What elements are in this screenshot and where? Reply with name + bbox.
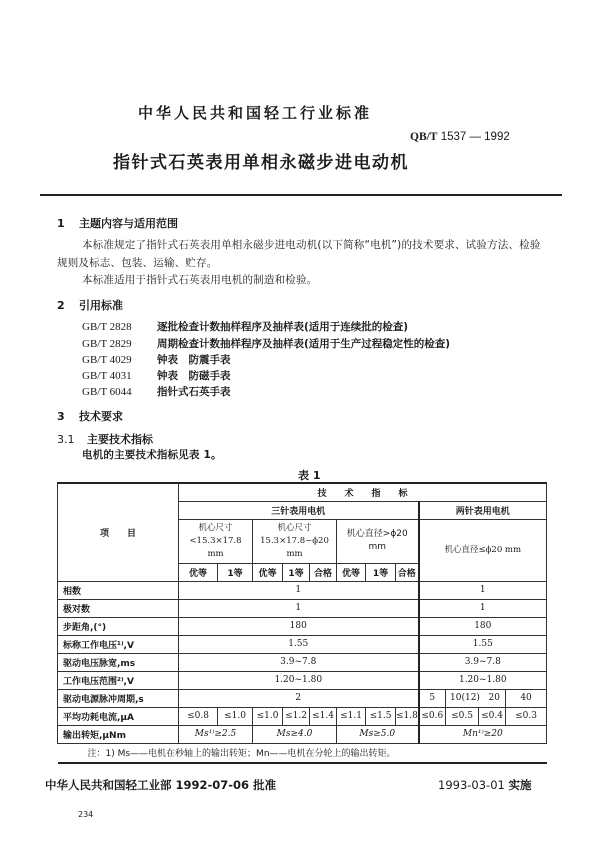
- paragraph-line: 本标准规定了指针式石英表用单相永磁步进电动机(以下简称“电机”)的技术要求、试验方法、检验: [82, 239, 541, 251]
- size-unit: mm: [207, 548, 224, 559]
- row-label: 步距角,(°): [58, 617, 179, 635]
- cell-value: ≤0.3: [506, 707, 547, 725]
- reference-title: 逐批检查计数抽样程序及抽样表(适用于连续批的检查): [157, 321, 409, 333]
- size-label: 机心尺寸: [198, 522, 233, 533]
- cell-value: Mn¹⁾≥20: [419, 725, 547, 743]
- section-title: 引用标准: [79, 299, 123, 312]
- standard-prefix: QB/T: [410, 131, 438, 143]
- page-number: 234: [78, 810, 94, 819]
- document-title: 指针式石英表用单相永磁步进电动机: [113, 153, 409, 173]
- cell-value: 1.20~1.80: [179, 671, 419, 689]
- standard-code: [410, 131, 510, 143]
- effective-label: 实施: [508, 778, 532, 792]
- section-number: 1: [57, 217, 65, 230]
- reference-code: GB/T 4031: [82, 370, 132, 382]
- group-two-hand: 两针表用电机: [419, 501, 547, 519]
- row-label: 极对数: [58, 599, 179, 617]
- cell-value: ≤1.5: [366, 707, 396, 725]
- size-value: <15.3×17.8: [189, 535, 242, 546]
- grade: 1等: [218, 563, 253, 581]
- cell-value: ≤0.6: [419, 707, 446, 725]
- size-medium: [253, 519, 337, 563]
- period-value: 20: [488, 693, 500, 703]
- paragraph: 电机的主要技术指标见表 1。: [82, 449, 222, 461]
- subsection-heading: [57, 431, 153, 447]
- reference-item: [82, 384, 231, 399]
- cell-value: 1: [419, 599, 547, 617]
- cell-value: ≤1.2: [283, 707, 310, 725]
- cell-value: Ms≥5.0: [337, 725, 419, 743]
- cell-value: 2: [179, 689, 419, 707]
- reference-code: GB/T 2829: [82, 338, 132, 350]
- cell-value: ≤0.4: [479, 707, 506, 725]
- cell-value: ≤1.1: [337, 707, 366, 725]
- spec-table: [57, 482, 547, 764]
- cell-value: 40: [506, 689, 547, 707]
- cell-value: ≤0.8: [179, 707, 218, 725]
- section-2-heading: [57, 297, 123, 313]
- grade: 优等: [337, 563, 366, 581]
- cell-value: 1.20~1.80: [419, 671, 547, 689]
- cell-value: 1.55: [179, 635, 419, 653]
- cell-value: ≤0.5: [446, 707, 479, 725]
- reference-code: GB/T 2828: [82, 321, 132, 333]
- cell-value: ≤1.0: [253, 707, 283, 725]
- table-row: [58, 653, 547, 671]
- section-1-heading: [57, 215, 178, 231]
- section-number: 3: [57, 410, 65, 423]
- row-label: 输出转矩,μNm: [58, 725, 179, 743]
- section-title: 技术要求: [79, 410, 123, 423]
- group-three-hand: 三针表用电机: [179, 501, 419, 519]
- grade: 1等: [366, 563, 396, 581]
- reference-title: 钟表 防震手表: [157, 354, 231, 366]
- size-unit: mm: [286, 548, 303, 559]
- subsection-number: 3.1: [57, 433, 75, 446]
- cell-value: ≤1.0: [218, 707, 253, 725]
- table-caption: 表 1: [298, 469, 321, 482]
- cell-value: 1: [179, 581, 419, 599]
- row-label: 驱动电源脉冲周期,s: [58, 689, 179, 707]
- reference-title: 指针式石英手表: [157, 386, 231, 398]
- cell-value: 3.9~7.8: [419, 653, 547, 671]
- row-label: 驱动电压脉宽,ms: [58, 653, 179, 671]
- table-row: [58, 635, 547, 653]
- row-label: 平均功耗电流,μA: [58, 707, 179, 725]
- effective-date: 1993-03-01: [438, 778, 505, 792]
- reference-item: [82, 368, 231, 383]
- section-3-heading: [57, 408, 123, 424]
- section-title: 主题内容与适用范围: [79, 217, 178, 230]
- size-large: 机心直径>ϕ20 mm: [337, 519, 419, 563]
- reference-title: 钟表 防磁手表: [157, 370, 231, 382]
- grade: 优等: [179, 563, 218, 581]
- reference-title: 周期检查计数抽样程序及抽样表(适用于生产过程稳定性的检查): [157, 338, 451, 350]
- table-note: 注：1) Ms——电机在秒轴上的输出转矩；Mn——电机在分轮上的输出转矩。: [58, 743, 547, 763]
- header-item: 项 目: [58, 483, 179, 581]
- cell-value: [446, 689, 506, 707]
- table-row: [58, 725, 547, 743]
- size-label: 机心尺寸: [277, 522, 312, 533]
- table-row: [58, 707, 547, 725]
- approval-statement: 中华人民共和国轻工业部 1992-07-06 批准: [45, 778, 277, 792]
- reference-code: GB/T 4029: [82, 354, 132, 366]
- cell-value: Ms¹⁾≥2.5: [179, 725, 253, 743]
- cell-value: ≤1.4: [310, 707, 337, 725]
- reference-item: [82, 319, 408, 334]
- header-divider: [40, 194, 562, 196]
- cell-value: ≤1.8: [396, 707, 419, 725]
- issuing-organization: 中华人民共和国轻工行业标准: [138, 104, 373, 122]
- subsection-title: 主要技术指标: [87, 433, 153, 446]
- table-row: [58, 581, 547, 599]
- row-label: 相数: [58, 581, 179, 599]
- grade: 合格: [310, 563, 337, 581]
- table-row: [58, 617, 547, 635]
- reference-item: [82, 336, 450, 351]
- size-small: [179, 519, 253, 563]
- table-row: [58, 671, 547, 689]
- cell-value: 5: [419, 689, 446, 707]
- reference-item: [82, 352, 231, 367]
- grade: 1等: [283, 563, 310, 581]
- effective-statement: [438, 777, 532, 793]
- table-row: [58, 689, 547, 707]
- paragraph-line: 规则及标志、包装、运输、贮存。: [57, 257, 218, 269]
- grade: 优等: [253, 563, 283, 581]
- cell-value: Ms≥4.0: [253, 725, 337, 743]
- standard-number: 1537 — 1992: [440, 131, 510, 143]
- cell-value: 1: [179, 599, 419, 617]
- cell-value: 1.55: [419, 635, 547, 653]
- cell-value: 180: [419, 617, 547, 635]
- header-tech-indicators: 技 术 指 标: [179, 483, 547, 501]
- cell-value: 180: [179, 617, 419, 635]
- cell-value: 1: [419, 581, 547, 599]
- row-label: 工作电压范围²⁾,V: [58, 671, 179, 689]
- reference-code: GB/T 6044: [82, 386, 132, 398]
- row-label: 标称工作电压¹⁾,V: [58, 635, 179, 653]
- size-two-hand: 机心直径≤ϕ20 mm: [419, 519, 547, 581]
- table-row: [58, 599, 547, 617]
- paragraph: 本标准适用于指针式石英表用电机的制造和检验。: [82, 274, 318, 286]
- grade: 合格: [396, 563, 419, 581]
- size-value: 15.3×17.8~ϕ20: [260, 535, 329, 546]
- cell-value: 3.9~7.8: [179, 653, 419, 671]
- section-number: 2: [57, 299, 65, 312]
- period-value: 10(12): [450, 693, 480, 703]
